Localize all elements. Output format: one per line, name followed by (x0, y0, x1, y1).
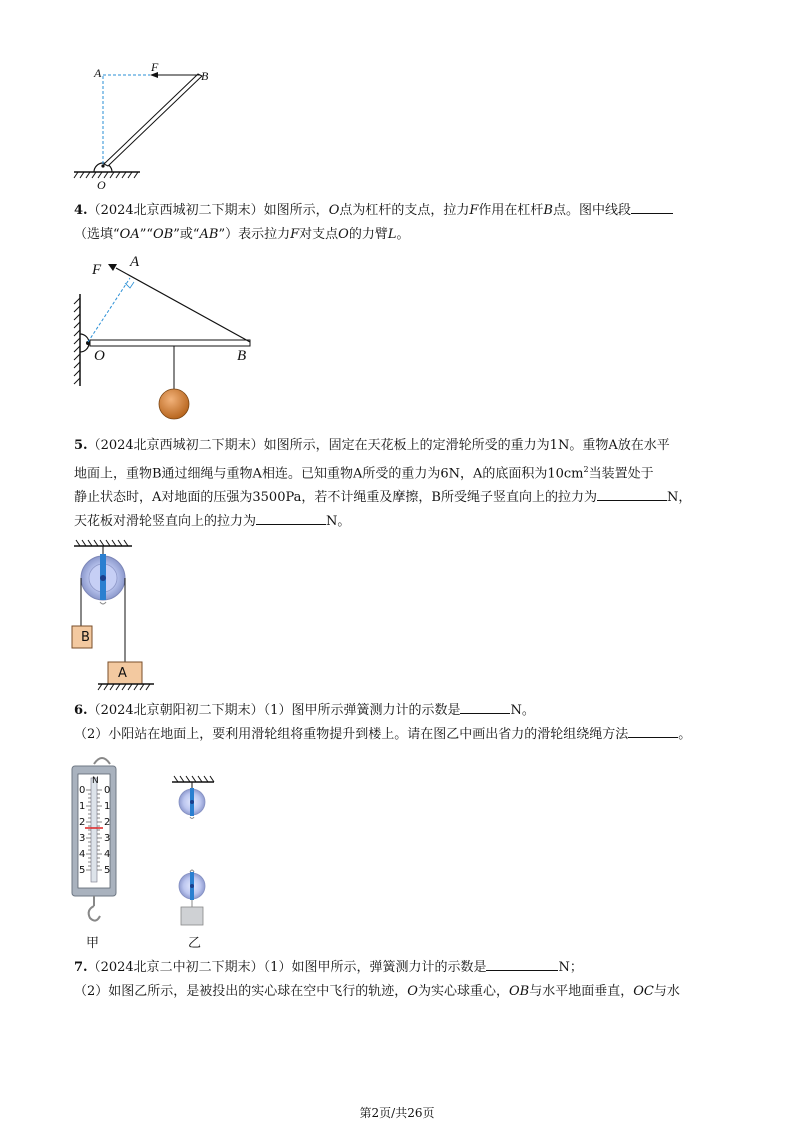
q7-var-oc: OC (633, 984, 654, 999)
q7-text: 与水平地面垂直， (529, 984, 634, 999)
figure-label-yi: 乙 (188, 936, 202, 951)
q5-text: 如图所示，固定在天花板上的定滑轮所受的重力为1N。重物A放在水平 (263, 438, 670, 453)
scale-number: 3 (104, 833, 111, 844)
q4-text: 点为杠杆的支点，拉力 (339, 203, 470, 218)
q7-text: （1）如图甲所示，弹簧测力计的示数是 (263, 960, 487, 975)
q4-var-f: F (469, 203, 479, 218)
question-4-line-1 (74, 199, 724, 223)
answer-blank[interactable] (628, 723, 678, 738)
q6-text: N。 (510, 703, 535, 718)
q4-text: 的力臂 (348, 227, 388, 242)
question-number: 6. (74, 703, 88, 718)
q6-text: （2）小阳站在地面上，要利用滑轮组将重物提升到楼上。请在图乙中画出省力的滑轮组绕绳方法 (74, 727, 629, 742)
q4-var-o: O (338, 227, 349, 242)
q7-text: N； (558, 960, 583, 975)
q4-text: 对支点 (299, 227, 339, 242)
question-source: （2024北京朝阳初二下期末） (87, 703, 264, 718)
q4-fig-label-a: A (130, 254, 140, 270)
q4-text: ”“ (139, 227, 153, 242)
scale-number: 3 (79, 833, 86, 844)
question-source: （2024北京西城初二下期末） (87, 203, 264, 218)
scale-number: 5 (79, 865, 86, 876)
page-footer: 第2页/共26页 (359, 1106, 435, 1120)
question-7-line-1 (74, 956, 724, 980)
top-fig-label-o: O (97, 178, 106, 192)
q5-text: 静止状态时，A对地面的压强为3500Pa，若不计绳重及摩擦，B所受绳子竖直向上的拉力为 (74, 490, 597, 506)
q6-text: （1）图甲所示弹簧测力计的示数是 (263, 703, 461, 718)
q4-var-o: O (328, 203, 340, 218)
q4-fig-label-o: O (94, 348, 105, 364)
scale-number: 0 (79, 785, 86, 796)
scale-number: 1 (104, 801, 111, 812)
question-7-line-2 (74, 980, 724, 1004)
q4-option: AB (199, 227, 219, 242)
pulley-system-diagram (168, 772, 228, 932)
question-4 (74, 199, 724, 247)
q4-option: OA (119, 227, 140, 242)
q5-unit: N。 (326, 514, 351, 530)
scale-unit-label: N (92, 776, 99, 786)
q4-var-f: F (290, 227, 300, 242)
q5-block-a-label: A (118, 666, 127, 681)
question-source: （2024北京二中初二下期末） (87, 960, 264, 975)
question-5-line-2 (74, 458, 724, 486)
q4-text: （选填“ (74, 227, 120, 242)
answer-blank[interactable] (486, 956, 558, 971)
top-fig-label-b: B (201, 69, 209, 83)
q5-superscript: 2 (583, 465, 589, 474)
question-number: 4. (74, 203, 88, 218)
q7-text: 为实心球重心， (417, 984, 509, 999)
question-number: 7. (74, 960, 88, 975)
q5-unit: N， (666, 490, 692, 506)
scale-number: 2 (79, 817, 86, 828)
q5-text: 地面上，重物B通过细绳与重物A相连。已知重物A所受的重力为6N，A的底面积为10cm (74, 466, 584, 482)
q4-fig-label-b: B (237, 348, 247, 364)
q4-text: 如图所示， (263, 203, 329, 218)
q4-lever-diagram (68, 254, 268, 424)
question-6-line-1 (74, 699, 724, 723)
question-5 (74, 434, 724, 534)
question-7 (74, 956, 724, 1004)
q7-text: 与水 (653, 984, 680, 999)
q7-var-o: O (407, 984, 418, 999)
q4-text: ”或“ (173, 227, 200, 242)
q4-var-l: L (387, 227, 397, 242)
answer-blank[interactable] (460, 699, 510, 714)
q4-fig-label-f: F (92, 262, 102, 278)
q4-var-b: B (543, 203, 553, 218)
scale-number: 5 (104, 865, 111, 876)
q4-text: 点。图中线段 (552, 203, 631, 218)
q4-text: 。 (396, 227, 410, 242)
question-number: 5. (74, 438, 88, 453)
q4-option: OB (153, 227, 174, 242)
q7-text: （2）如图乙所示，是被投出的实心球在空中飞行的轨迹， (74, 984, 408, 999)
answer-blank[interactable] (597, 486, 667, 501)
q7-var-ob: OB (508, 984, 530, 999)
answer-blank[interactable] (256, 510, 326, 525)
q5-text: 当装置处于 (588, 466, 654, 482)
scale-number: 2 (104, 817, 111, 828)
question-5-line-3 (74, 486, 724, 510)
q5-text: 天花板对滑轮竖直向上的拉力为 (74, 514, 257, 530)
question-source: （2024北京西城初二下期末） (87, 438, 264, 453)
top-fig-label-a: A (94, 66, 102, 80)
question-5-line-1 (74, 434, 724, 458)
answer-blank[interactable] (631, 199, 673, 214)
figure-label-jia: 甲 (86, 936, 100, 951)
scale-number: 0 (104, 785, 111, 796)
scale-number: 4 (104, 849, 111, 860)
question-6 (74, 699, 724, 747)
q4-text: ”）表示拉力 (218, 227, 291, 242)
question-6-line-2 (74, 723, 724, 747)
q6-text: 。 (678, 727, 692, 742)
scale-number: 4 (79, 849, 86, 860)
scale-number: 1 (79, 801, 86, 812)
q4-text: 作用在杠杆 (478, 203, 544, 218)
top-fig-label-f: F (151, 60, 159, 74)
q5-block-b-label: B (81, 630, 90, 645)
question-4-line-2 (74, 223, 724, 247)
question-5-line-4 (74, 510, 724, 534)
